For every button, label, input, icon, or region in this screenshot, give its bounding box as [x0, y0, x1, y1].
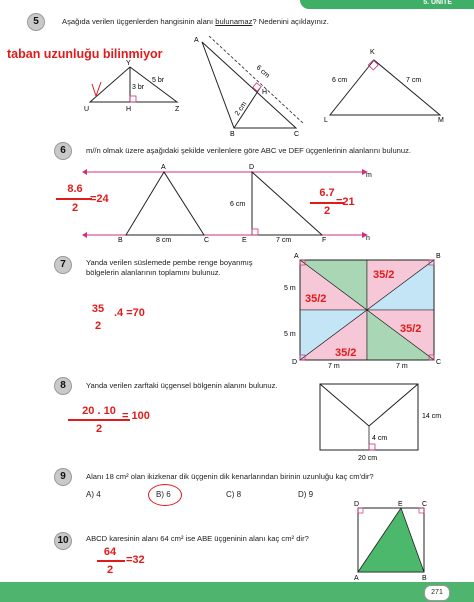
label-h2: H: [262, 89, 268, 96]
question-number-10: 10: [54, 532, 72, 550]
pattern-rectangle: [284, 252, 450, 370]
label-f: F: [322, 237, 327, 244]
label-a: A: [194, 37, 199, 44]
height-6cm: 6 cm: [230, 201, 246, 208]
option-a[interactable]: A) 4: [86, 490, 101, 499]
question-7-line1: Yanda verilen süslemede pembe renge boyanmış: [86, 258, 253, 267]
question-number-7: 7: [54, 256, 72, 274]
answer-10-result: =32: [126, 554, 145, 566]
answer-10-numerator: 64: [103, 546, 117, 558]
side-7cm: 7 cm: [406, 77, 422, 84]
label-m: m: [366, 172, 372, 179]
answer-6b-denominator: 2: [323, 205, 331, 217]
label-d: D: [292, 359, 298, 366]
envelope-figure: [312, 378, 462, 468]
option-c[interactable]: C) 8: [226, 490, 242, 499]
triangle-abc-obtuse: [190, 32, 310, 137]
answer-8-result: = 100: [122, 410, 150, 422]
answer-6b-numerator: 6.7: [319, 187, 335, 199]
answer-5: taban uzunluğu bilinmiyor: [7, 47, 163, 61]
mark-4: 35/2: [335, 347, 357, 359]
question-5-text-a: Aşağıda verilen üçgenlerden hangisinin alanı: [62, 17, 216, 26]
label-b: B: [118, 237, 123, 244]
label-h: H: [126, 106, 132, 113]
question-number-9: 9: [54, 468, 72, 486]
answer-7-denominator: 2: [94, 320, 102, 332]
side-label: 5 br: [152, 77, 165, 84]
width-7m: 7 m: [396, 363, 408, 370]
height-5m: 5 m: [284, 331, 296, 338]
label-a: A: [354, 575, 359, 582]
label-c: C: [436, 359, 442, 366]
mark-3: 35/2: [400, 323, 422, 335]
label-d: D: [249, 164, 255, 171]
question-number-6: 6: [54, 142, 72, 160]
answer-6a-denominator: 2: [71, 202, 79, 214]
label-c: C: [294, 131, 300, 137]
width-7m: 7 m: [328, 363, 340, 370]
option-d[interactable]: D) 9: [298, 490, 314, 499]
bc-8cm: 8 cm: [156, 237, 172, 244]
height-label: 3 br: [132, 84, 145, 91]
label-u: U: [84, 106, 90, 113]
label-e: E: [398, 501, 403, 508]
page-number: 271: [424, 585, 450, 601]
question-8-text: Yanda verilen zarftaki üçgensel bölgenin alanını bulunuz.: [86, 381, 278, 390]
answer-7-numerator: 35: [91, 303, 105, 315]
label-y: Y: [126, 60, 131, 67]
label-c: C: [204, 237, 210, 244]
height-5m: 5 m: [284, 285, 296, 292]
question-9-text: Alanı 18 cm² olan ikizkenar dik üçgenin dik kenarlarından birinin uzunluğu kaç cm'dir?: [86, 472, 374, 481]
answer-8-denominator: 2: [95, 423, 103, 435]
fraction-bar: [97, 560, 125, 562]
label-b: B: [422, 575, 427, 582]
label-a: A: [161, 164, 166, 171]
question-5-text-b: ? Nedenini açıklayınız.: [252, 17, 329, 26]
height-2cm: 2 cm: [233, 100, 249, 118]
answer-circle: [148, 484, 182, 506]
label-z: Z: [175, 106, 180, 113]
mark-1: 35/2: [373, 269, 395, 281]
unit-header-bar: [300, 0, 474, 9]
answer-10-denominator: 2: [106, 564, 114, 576]
height-14cm: 14 cm: [422, 413, 442, 420]
side-6cm: 6 cm: [332, 77, 348, 84]
label-m: M: [438, 117, 444, 124]
fraction-bar: [56, 198, 92, 200]
square-abcd: [348, 500, 434, 582]
answer-6a-numerator: 8.6: [67, 183, 83, 195]
triangle-uyz: [80, 58, 190, 114]
label-k: K: [370, 49, 375, 56]
answer-6b-result: =21: [336, 196, 355, 208]
answer-8-numerator: 20 . 10: [82, 405, 116, 417]
label-n: n: [366, 235, 370, 242]
question-number-8: 8: [54, 377, 72, 395]
mark-2: 35/2: [305, 293, 327, 305]
option-b[interactable]: B) 6: [156, 490, 171, 499]
answer-7-result: .4 =70: [114, 307, 145, 319]
question-6-text: m//n olmak üzere aşağıdaki şekilde verilenlere göre ABC ve DEF üçgenlerinin alanlarını bulunuz.: [86, 146, 412, 155]
inner-4cm: 4 cm: [372, 435, 388, 442]
label-d: D: [354, 501, 360, 508]
label-a: A: [294, 253, 299, 260]
unit-tag: 5. ÜNİTE: [423, 0, 452, 6]
side-6cm: 6 cm: [254, 64, 271, 80]
label-b: B: [230, 131, 235, 137]
triangle-klm: [312, 42, 452, 126]
label-c: C: [422, 501, 428, 508]
width-20cm: 20 cm: [358, 455, 378, 462]
question-10-text: ABCD karesinin alanı 64 cm² ise ABE üçgeninin alanı kaç cm² dir?: [86, 534, 309, 543]
question-5-text-underlined: bulunamaz: [215, 17, 253, 26]
fraction-bar: [68, 419, 130, 421]
label-e: E: [242, 237, 247, 244]
footer-bar: [0, 582, 474, 602]
question-number-5: 5: [27, 13, 45, 31]
ef-7cm: 7 cm: [276, 237, 292, 244]
label-b: B: [436, 253, 441, 260]
question-5-text: [62, 17, 329, 27]
question-7-line2: bölgelerin alanlarının toplamını bulunuz.: [86, 268, 221, 277]
answer-6a-result: =24: [90, 193, 109, 205]
question-7-text: [86, 258, 253, 278]
label-l: L: [324, 117, 328, 124]
